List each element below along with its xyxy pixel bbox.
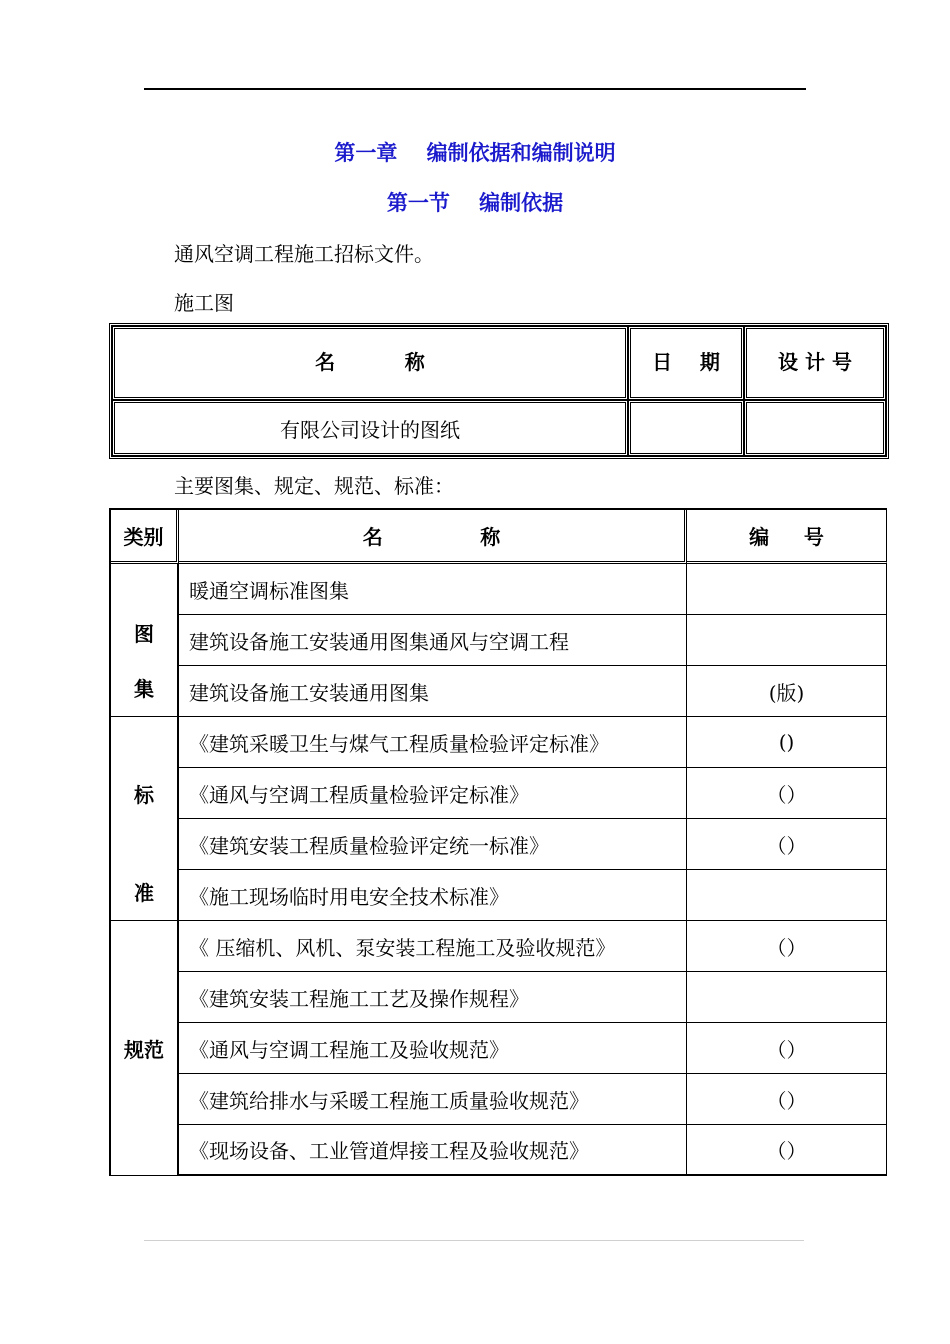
standard-name: 《建筑安装工程施工工艺及操作规程》 [179, 972, 687, 1023]
header-name: 名 称 [179, 510, 687, 564]
table-row [111, 1125, 887, 1176]
table-row [111, 870, 887, 921]
header-design-no: 设 计 号 [744, 326, 886, 400]
standard-name: 建筑设备施工安装通用图集 [179, 666, 687, 717]
standard-name: 《现场设备、工业管道焊接工程及验收规范》 [179, 1125, 687, 1176]
table-row [111, 1023, 887, 1074]
header-code: 编 号 [687, 510, 887, 564]
table-row [111, 819, 887, 870]
standard-code: (版) [687, 666, 887, 717]
table-row [111, 615, 887, 666]
standard-code: （） [687, 1125, 887, 1176]
standard-code [687, 870, 887, 921]
standard-name: 《通风与空调工程质量检验评定标准》 [179, 768, 687, 819]
footer-rule [144, 1240, 804, 1241]
chapter-title: 第一章 编制依据和编制说明 [334, 141, 616, 165]
standard-code: （） [687, 1023, 887, 1074]
paragraph-standards-intro: 主要图集、规定、规范、标准： [174, 474, 454, 498]
header-name: 名 称 [112, 326, 628, 400]
category-label: 标 [134, 783, 154, 807]
standard-code: () [687, 717, 887, 768]
drawing-design-no [744, 400, 886, 456]
category-atlas [111, 564, 179, 717]
table-row [111, 768, 887, 819]
category-standard [111, 717, 179, 921]
standard-name: 《施工现场临时用电安全技术标准》 [179, 870, 687, 921]
standard-name: 《建筑给排水与采暖工程施工质量验收规范》 [179, 1074, 687, 1125]
table-row [111, 564, 887, 615]
standard-code [687, 972, 887, 1023]
standard-name: 暖通空调标准图集 [179, 564, 687, 615]
table-row [111, 666, 887, 717]
table-row [112, 400, 886, 456]
drawing-date [628, 400, 744, 456]
standard-name: 建筑设备施工安装通用图集通风与空调工程 [179, 615, 687, 666]
drawings-table-header [112, 326, 886, 400]
standard-name: 《 压缩机、风机、泵安装工程施工及验收规范》 [179, 921, 687, 972]
standard-code: （） [687, 768, 887, 819]
standard-code [687, 564, 887, 615]
category-label: 图 [134, 622, 154, 646]
standard-name: 《建筑安装工程质量检验评定统一标准》 [179, 819, 687, 870]
table-row [111, 717, 887, 768]
category-label: 集 [134, 677, 154, 701]
standard-code: （） [687, 1074, 887, 1125]
drawing-name: 有限公司设计的图纸 [112, 400, 628, 456]
standard-code [687, 615, 887, 666]
header-category: 类别 [111, 510, 179, 564]
table-row [111, 921, 887, 972]
paragraph-bidding-docs: 通风空调工程施工招标文件。 [174, 242, 434, 266]
standard-code: （） [687, 921, 887, 972]
header-date: 日 期 [628, 326, 744, 400]
section-title: 第一节 编制依据 [386, 191, 564, 215]
standard-name: 《通风与空调工程施工及验收规范》 [179, 1023, 687, 1074]
category-label: 准 [134, 881, 154, 905]
standard-name: 《建筑采暖卫生与煤气工程质量检验评定标准》 [179, 717, 687, 768]
category-specification: 规范 [111, 921, 179, 1176]
drawings-table [109, 323, 889, 459]
standards-table-header [111, 510, 887, 564]
paragraph-drawings: 施工图 [174, 291, 234, 315]
standards-table [109, 508, 887, 1176]
standard-code: （） [687, 819, 887, 870]
table-row [111, 1074, 887, 1125]
table-row [111, 972, 887, 1023]
header-rule [144, 88, 806, 90]
